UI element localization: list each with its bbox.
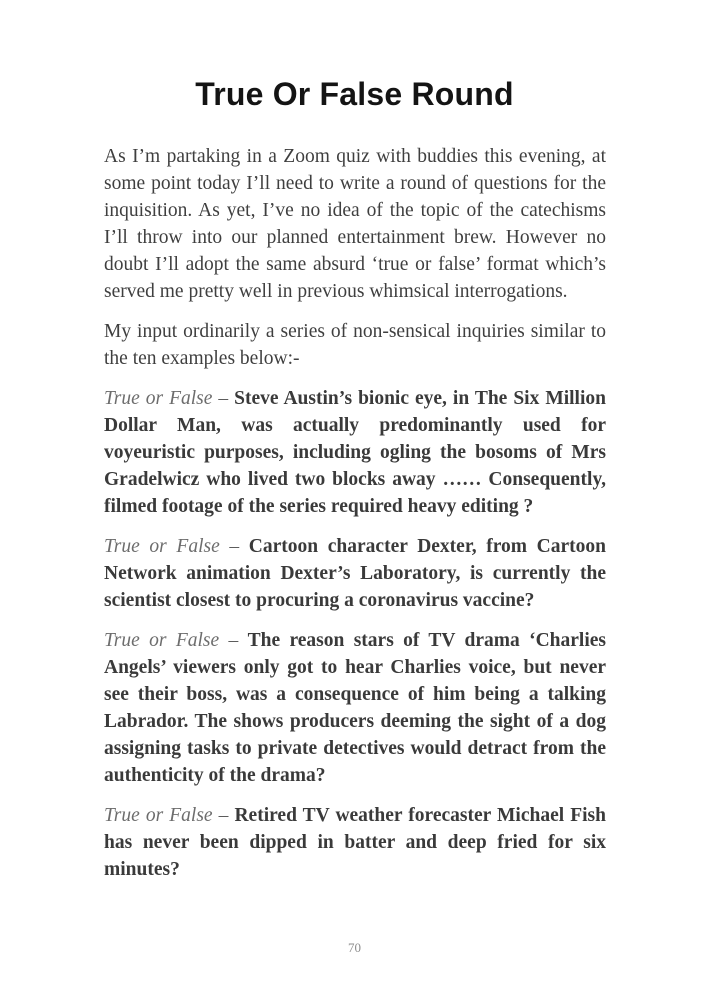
page-number: 70: [348, 940, 361, 955]
question-paragraph: [104, 627, 606, 789]
question-text: Steve Austin’s bionic eye, in The Six Million Dollar Man, was actually predominantly used for voyeuristic purposes, including ogling the bosoms of Mrs Gradelwicz who lived two blocks away …… Consequently, filmed footage of the series required heavy editing ?: [104, 388, 606, 517]
question-paragraph: [104, 802, 606, 883]
true-or-false-label: True or False: [104, 536, 220, 557]
dash-separator: –: [212, 805, 235, 826]
page-title: True Or False Round: [195, 76, 514, 112]
question-paragraph: [104, 385, 606, 520]
question-text: Retired TV weather forecaster Michael Fish has never been dipped in batter and deep fried for six minutes?: [104, 805, 606, 880]
page-content: [104, 143, 606, 883]
question-text: The reason stars of TV drama ‘Charlies Angels’ viewers only got to hear Charlies voice, but never see their boss, was a consequence of him being a talking Labrador. The shows producers deeming the sight of a dog assigning tasks to private detectives would detract from the authenticity of the drama?: [104, 630, 606, 786]
question-text: Cartoon character Dexter, from Cartoon Network animation Dexter’s Laboratory, is currently the scientist closest to procuring a coronavirus vaccine?: [104, 536, 606, 611]
intro-paragraph: My input ordinarily a series of non-sensical inquiries similar to the ten examples below:-: [104, 321, 606, 369]
dash-separator: –: [219, 536, 249, 557]
intro-paragraph: As I’m partaking in a Zoom quiz with buddies this evening, at some point today I’ll need to write a round of questions for the inquisition. As yet, I’ve no idea of the topic of the catechisms I’ll throw into our planned entertainment brew. However no doubt I’ll adopt the same absurd ‘true or false’ format which’s served me pretty well in previous whimsical interrogations.: [104, 146, 606, 302]
dash-separator: –: [212, 388, 235, 409]
true-or-false-label: True or False: [104, 630, 220, 651]
question-paragraph: [104, 533, 606, 614]
true-or-false-label: True or False: [104, 805, 213, 826]
true-or-false-label: True or False: [104, 388, 213, 409]
dash-separator: –: [219, 630, 248, 651]
